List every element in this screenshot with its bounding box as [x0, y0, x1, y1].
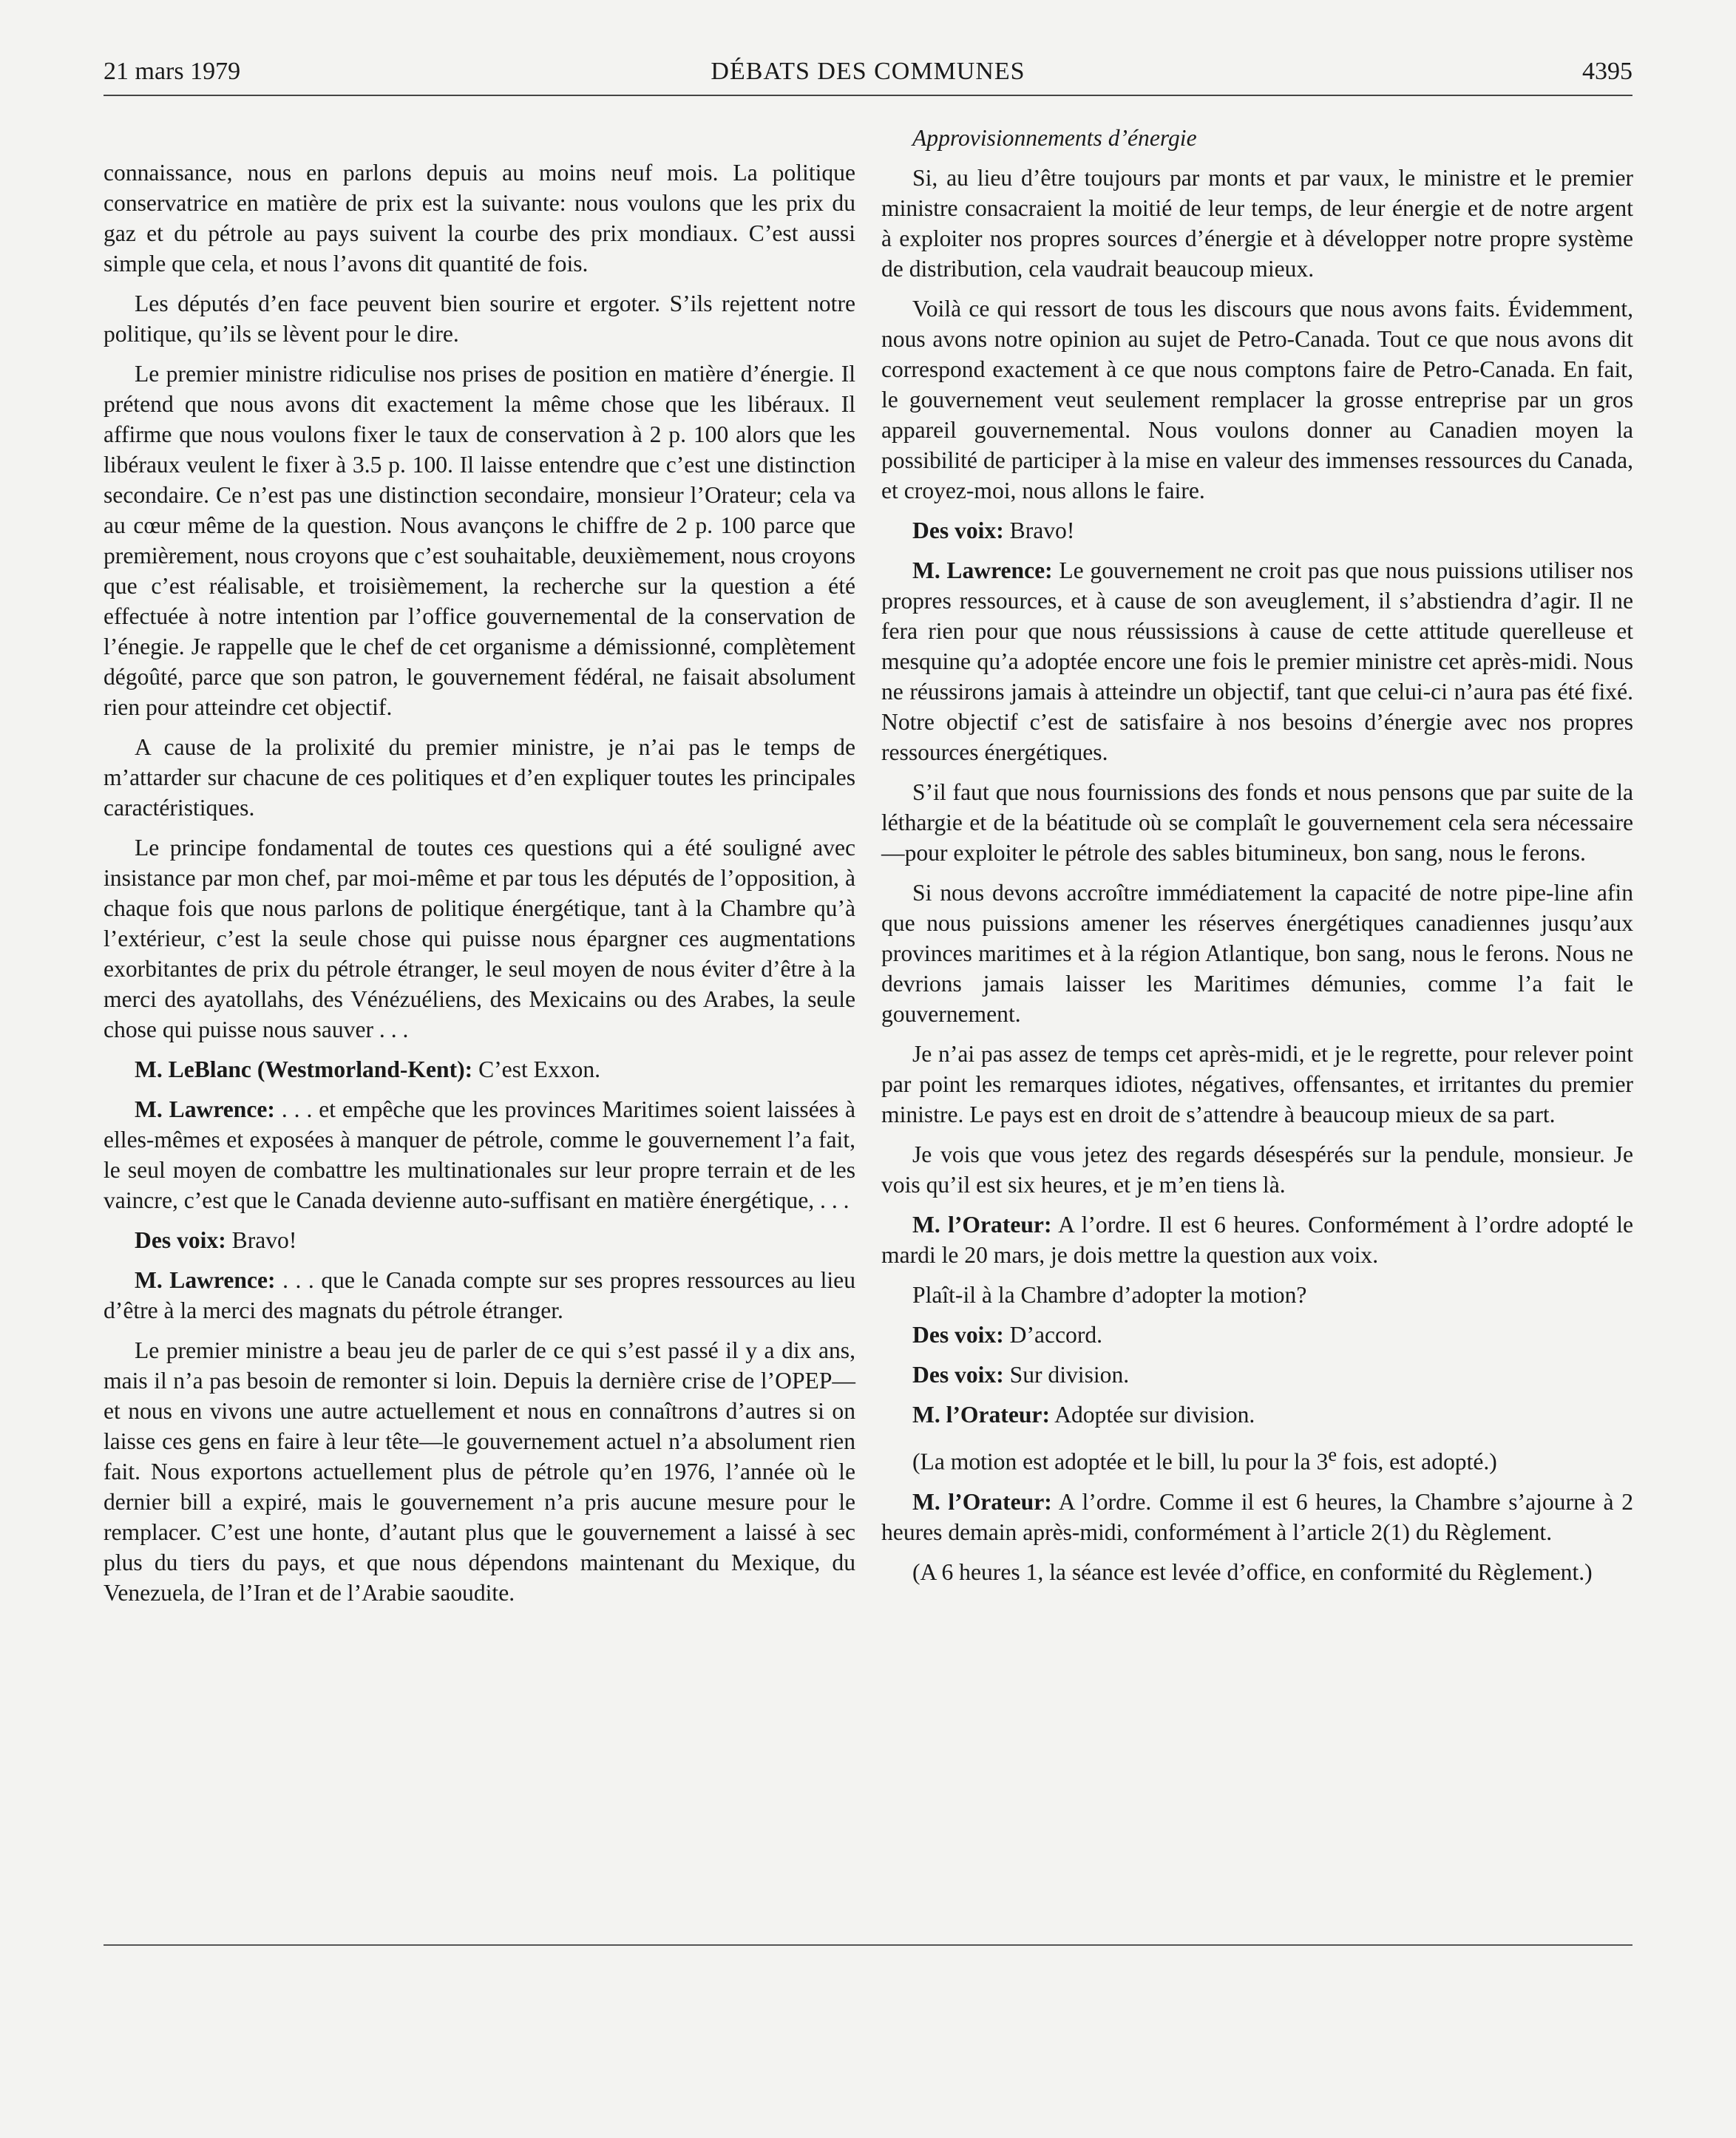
speech-text: Adoptée sur division. [1049, 1402, 1255, 1428]
section-title: Approvisionnements d’énergie [912, 125, 1197, 151]
speech-text: C’est Exxon. [472, 1056, 601, 1082]
speech-text: . . . et empêche que les provinces Maritimes soient laissées à elles-mêmes et exposées à manquer de pétrole, comme le gouvernement l’a fait, le seul moyen de combattre les multinationales sur leur propre terrain et de les vaincre, c’est que le Canada devienne auto-suffisant en matière énergétique, . . . [104, 1096, 856, 1213]
paragraph: Je n’ai pas assez de temps cet après-midi, et je le regrette, pour relever point par point les remarques idiotes, négatives, offensantes, et irritantes du premier ministre. Le pays est en droit de s’attendre à beaucoup mieux de sa part. [881, 1041, 1633, 1127]
paragraph: Plaît-il à la Chambre d’adopter la motion? [912, 1282, 1307, 1308]
right-column [881, 123, 1633, 1597]
paragraph: Le premier ministre a beau jeu de parler de ce qui s’est passé il y a dix ans, mais il n’a pas besoin de remonter si loin. Depuis la dernière crise de l’OPEP—et nous en vivons une autre actuellement et nous en connaîtrons d’autres si on laisse ces gens en faire à leur tête—le gouvernement actuel n’a absolument rien fait. Nous exportons actuellement plus de pétrole qu’en 1976, l’année où le dernier bill a expiré, mais le gouvernement n’a pris aucune mesure pour le remplacer. C’est une honte, d’autant plus que le gouvernement a laissé à sec plus du tiers du pays, et que nous dépendons maintenant du Mexique, du Venezuela, de l’Iran et de l’Arabie saoudite. [104, 1337, 855, 1606]
paragraph: Si, au lieu d’être toujours par monts et par vaux, le ministre et le premier ministre consacraient la moitié de leur temps, de leur énergie et de notre argent à exploiter nos propres sources d’énergie et à développer notre propre système de distribution, cela vaudrait beaucoup mieux. [881, 165, 1633, 282]
speaker-name: M. l’Orateur: [912, 1402, 1050, 1428]
footer-rule [104, 1944, 1632, 1946]
superscript: e [1328, 1444, 1337, 1465]
speech [104, 1265, 855, 1326]
speech [881, 1360, 1633, 1390]
speaker-name: M. Lawrence: [135, 1096, 275, 1122]
speech [104, 1054, 855, 1085]
speaker-name: Des voix: [912, 517, 1004, 543]
speech [104, 1225, 855, 1255]
speaker-name: M. l’Orateur: [912, 1488, 1052, 1515]
speaker-name: M. Lawrence: [912, 557, 1053, 583]
speech [881, 515, 1633, 546]
text-fragment: (La motion est adoptée et le bill, lu pour la 3 [912, 1448, 1329, 1475]
paragraph: Les députés d’en face peuvent bien sourire et ergoter. S’ils rejettent notre politique, qu’ils se lèvent pour le dire. [104, 291, 855, 347]
speech-text: Bravo! [1003, 517, 1075, 543]
header-title: DÉBATS DES COMMUNES [711, 58, 1025, 85]
speech [881, 1320, 1633, 1350]
paragraph: connaissance, nous en parlons depuis au moins neuf mois. La politique conservatrice en matière de prix est la suivante: nous voulons que les prix du gaz et du pétrole au pays suivent la courbe des prix mondiaux. C’est aussi simple que cela, et nous l’avons dit quantité de fois. [104, 160, 855, 276]
speech [881, 1399, 1633, 1430]
speech [104, 1094, 855, 1215]
speaker-name: M. Lawrence: [135, 1267, 276, 1293]
speech-text: D’accord. [1003, 1322, 1103, 1348]
paragraph: A cause de la prolixité du premier ministre, je n’ai pas le temps de m’attarder sur chacune de ces politiques et d’en expliquer toutes les principales caractéristiques. [104, 734, 855, 821]
header-page-number: 4395 [1582, 58, 1632, 85]
speech-text: . . . que le Canada compte sur ses propres ressources au lieu d’être à la merci des magnats du pétrole étranger. [104, 1267, 855, 1323]
speech [881, 1209, 1633, 1270]
speech-text: Le gouvernement ne croit pas que nous puissions utiliser nos propres ressources, et à cause de son aveuglement, il s’abstiendra d’agir. Il ne fera rien pour que nous réussissions à cause de cette attitude querelleuse et mesquine qu’a adoptée encore une fois le premier ministre cet après-midi. Nous ne réussirons jamais à atteindre un objectif, tant que celui-ci n’aura pas été fixé. Notre objectif c’est de satisfaire à nos besoins d’énergie avec nos propres ressources énergétiques. [881, 557, 1633, 765]
paragraph: S’il faut que nous fournissions des fonds et nous pensons que par suite de la léthargie et de la béatitude où se complaît le gouvernement cela sera nécessaire—pour exploiter le pétrole des sables bitumineux, bon sang, nous le ferons. [881, 779, 1633, 866]
speech-text: A l’ordre. Comme il est 6 heures, la Chambre s’ajourne à 2 heures demain après-midi, conformément à l’article 2(1) du Règlement. [881, 1488, 1634, 1545]
paragraph: Le principe fondamental de toutes ces questions qui a été souligné avec insistance par mon chef, par moi-même et par tous les députés de l’opposition, à chaque fois que nous parlons de politique énergétique, tant à la Chambre qu’à l’extérieur, c’est la seule chose qui puisse nous épargner ces augmentations exorbitantes de prix du pétrole étranger, le seul moyen de nous éviter d’être à la merci des ayatollahs, des Vénézuéliens, des Mexicains ou des Arabes, la seule chose qui puisse nous sauver . . . [104, 835, 855, 1042]
speech-text: Sur division. [1003, 1362, 1130, 1388]
paragraph: (A 6 heures 1, la séance est levée d’office, en conformité du Règlement.) [912, 1558, 1593, 1585]
speech-text: Bravo! [226, 1227, 297, 1253]
speaker-name: M. l’Orateur: [912, 1212, 1052, 1238]
paragraph: Voilà ce qui ressort de tous les discours que nous avons faits. Évidemment, nous avons notre opinion au sujet de Petro-Canada. Tout ce que nous avons dit correspond exactement à ce que nous comptons faire de Petro-Canada. En fait, le gouvernement veut seulement remplacer la grosse entreprise par un gros appareil gouvernemental. Nous voulons donner au Canadien moyen la possibilité de participer à la mise en valeur des immenses ressources du Canada, et croyez-moi, nous allons le faire. [881, 296, 1633, 503]
paragraph [881, 1439, 1633, 1477]
page-header [104, 58, 1632, 96]
speaker-name: Des voix: [135, 1227, 226, 1253]
speech [881, 555, 1633, 767]
paragraph: Je vois que vous jetez des regards désespérés sur la pendule, monsieur. Je vois qu’il est six heures, et je m’en tiens là. [881, 1141, 1633, 1198]
paragraph: Le premier ministre ridiculise nos prises de position en matière d’énergie. Il prétend que nous avons dit exactement la même chose que les libéraux. Il affirme que nous voulons fixer le taux de conservation à 2 p. 100 alors que les libéraux veulent le fixer à 3.5 p. 100. Il laisse entendre que c’est une distinction secondaire. Ce n’est pas une distinction secondaire, monsieur l’Orateur; cela va au cœur même de la question. Nous avançons le chiffre de 2 p. 100 parce que premièrement, nous croyons que c’est souhaitable, deuxièmement, nous croyons que c’est réalisable, et troisièmement, la recherche sur la question a été effectuée à notre intention par l’office gouvernemental de la conservation de l’énegie. Je rappelle que le chef de cet organisme a démissionné, complètement dégoûté, parce que son patron, le gouvernement fédéral, ne faisait absolument rien pour atteindre cet objectif. [104, 361, 855, 720]
left-column [104, 157, 855, 1618]
text-fragment: fois, est adopté.) [1337, 1448, 1497, 1475]
speech [881, 1487, 1633, 1547]
speaker-name: M. LeBlanc (Westmorland-Kent): [135, 1056, 473, 1082]
speaker-name: Des voix: [912, 1322, 1004, 1348]
header-date: 21 mars 1979 [104, 58, 241, 85]
paragraph: Si nous devons accroître immédiatement la capacité de notre pipe-line afin que nous puissions amener les réserves énergétiques canadiennes jusqu’aux provinces maritimes et à la région Atlantique, bon sang, nous le ferons. Nous ne devrions jamais laisser les Maritimes démunies, comme l’a fait le gouvernement. [881, 880, 1633, 1027]
speech-text: A l’ordre. Il est 6 heures. Conformément à l’ordre adopté le mardi le 20 mars, je dois mettre la question aux voix. [881, 1212, 1633, 1268]
speaker-name: Des voix: [912, 1362, 1004, 1388]
